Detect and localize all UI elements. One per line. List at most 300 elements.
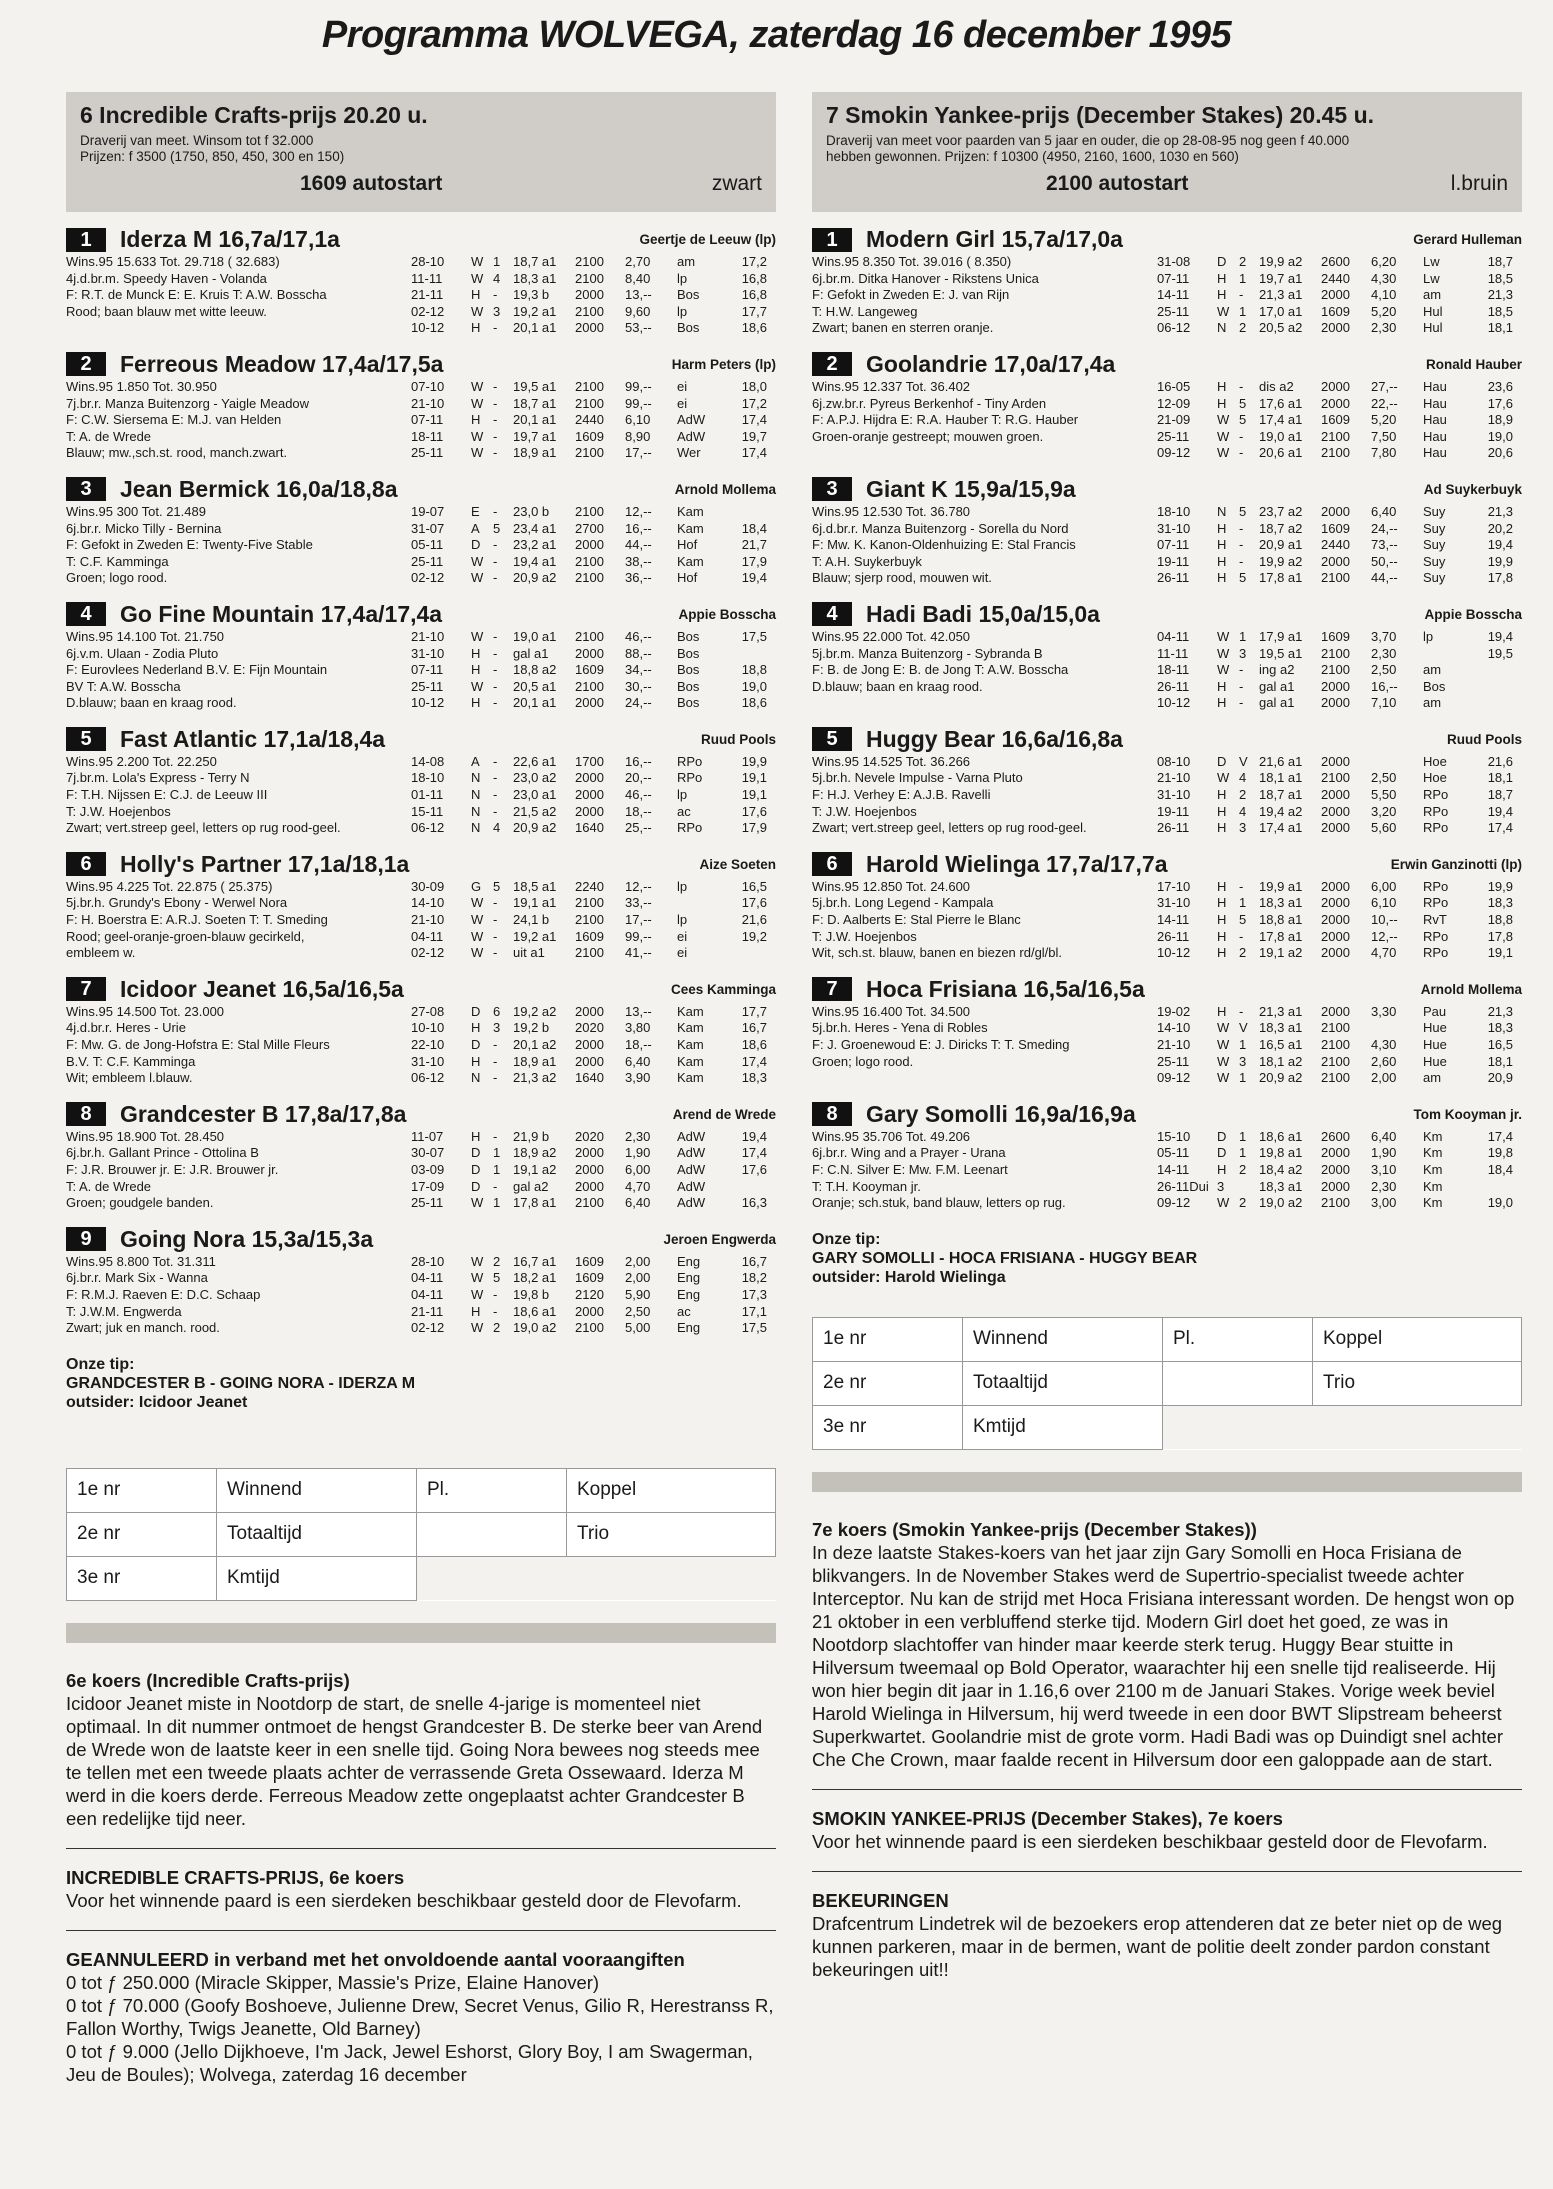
result-cell: 2700 xyxy=(575,520,604,536)
grid-empty[interactable] xyxy=(417,1512,567,1556)
horse-number: 1 xyxy=(812,228,852,252)
result-cell: Hue xyxy=(1423,1037,1447,1052)
result-row xyxy=(411,1004,776,1021)
result-cell: 28-10 xyxy=(411,254,445,269)
result-cell: lp xyxy=(677,303,688,319)
result-cell: - xyxy=(493,1286,498,1302)
horse-info xyxy=(66,1004,411,1087)
race-7-tip-label: Onze tip: xyxy=(812,1230,881,1248)
result-cell: 17,2 xyxy=(741,254,767,269)
result-row xyxy=(411,1070,776,1087)
result-cell: D xyxy=(1217,1128,1227,1144)
result-cell: 19,7 a1 xyxy=(513,428,557,444)
result-cell: D xyxy=(471,1161,481,1177)
result-cell: 2020 xyxy=(575,1128,604,1144)
grid-winnend[interactable]: Winnend xyxy=(217,1468,417,1512)
result-row xyxy=(1157,929,1522,946)
result-row xyxy=(411,554,776,571)
horse-info-line: Blauw; mw.,sch.st. rood, manch.zwart. xyxy=(66,445,288,461)
result-cell: 19,4 xyxy=(1487,803,1513,819)
result-cell: - xyxy=(1239,520,1244,536)
result-cell: W xyxy=(1217,428,1230,444)
result-cell: 20,2 xyxy=(1487,520,1513,536)
result-row xyxy=(1157,521,1522,538)
result-cell: 16,5 a1 xyxy=(1259,1037,1303,1052)
race-6-tip xyxy=(66,1355,776,1412)
result-cell: 1609 xyxy=(575,662,604,678)
result-cell: - xyxy=(493,928,498,944)
result-cell: 5,90 xyxy=(625,1286,651,1302)
horse-entry xyxy=(66,1226,776,1337)
horse-info-line: Wins.95 300 Tot. 21.489 xyxy=(66,503,206,519)
horse-info xyxy=(812,1129,1157,1212)
grid-totaaltijd[interactable]: Totaaltijd xyxy=(217,1512,417,1556)
result-cell: 21,5 a2 xyxy=(513,803,557,819)
result-row xyxy=(411,304,776,321)
result-cell: 1609 xyxy=(1321,628,1350,644)
result-cell: H xyxy=(1217,878,1227,894)
result-cell: - xyxy=(493,503,498,519)
result-cell: 17,4 xyxy=(741,1053,767,1069)
result-cell: 2000 xyxy=(1321,1003,1350,1019)
result-cell: 2 xyxy=(1239,945,1247,961)
result-cell: 27,-- xyxy=(1371,378,1398,394)
result-row xyxy=(1157,1070,1522,1087)
result-cell: 3 xyxy=(1239,645,1247,661)
horse-header xyxy=(812,726,1522,753)
result-row xyxy=(1157,895,1522,912)
result-cell: - xyxy=(1239,678,1244,694)
result-cell: 19,9 a2 xyxy=(1259,254,1303,269)
horse-name: Giant K 15,9a/15,9a xyxy=(866,475,1076,502)
result-row xyxy=(411,1270,776,1287)
horse-info-line: Groen; goudgele banden. xyxy=(66,1195,214,1211)
horse-info-line: Wins.95 2.200 Tot. 22.250 xyxy=(66,753,217,769)
result-cell: ing a2 xyxy=(1259,662,1295,678)
result-row xyxy=(1157,804,1522,821)
result-cell: - xyxy=(493,1178,498,1194)
result-cell: Suy xyxy=(1423,570,1446,586)
result-cell: 4,70 xyxy=(625,1178,651,1194)
result-row xyxy=(1157,1145,1522,1162)
result-row xyxy=(411,320,776,337)
result-cell: 02-12 xyxy=(411,1320,445,1336)
result-cell: 02-12 xyxy=(411,570,445,586)
grid-trio[interactable]: Trio xyxy=(1313,1361,1522,1405)
result-row xyxy=(1157,1179,1522,1196)
horse-number: 8 xyxy=(812,1102,852,1126)
horse-number: 3 xyxy=(66,477,106,501)
result-cell: 17,7 xyxy=(741,303,767,319)
result-cell: - xyxy=(493,1303,498,1319)
result-row xyxy=(1157,912,1522,929)
result-row xyxy=(1157,820,1522,837)
horse-info-line: Wins.95 35.706 Tot. 49.206 xyxy=(812,1128,971,1144)
result-cell: 02-12 xyxy=(411,303,445,319)
result-cell: 2100 xyxy=(1321,1070,1350,1086)
result-cell: 20,5 a2 xyxy=(1259,320,1303,336)
result-cell: 2000 xyxy=(1321,820,1350,836)
result-cell: 17-10 xyxy=(1157,878,1191,894)
result-cell: W xyxy=(1217,628,1230,644)
result-cell: Hue xyxy=(1423,1053,1447,1069)
result-cell: 19,4 a2 xyxy=(1259,803,1303,819)
result-cell: W xyxy=(1217,662,1230,678)
horse-results xyxy=(1157,504,1522,587)
result-cell: - xyxy=(1239,662,1244,678)
result-cell: 2000 xyxy=(1321,503,1350,519)
result-cell: Hau xyxy=(1423,412,1447,428)
result-row xyxy=(1157,695,1522,712)
race-6-distance: 1609 autostart xyxy=(300,172,443,195)
divider xyxy=(66,1930,776,1931)
grid-2e-nr[interactable]: 2e nr xyxy=(67,1512,217,1556)
result-cell: 1609 xyxy=(575,1253,604,1269)
result-cell: 1609 xyxy=(575,928,604,944)
result-cell: RPo xyxy=(1423,820,1449,836)
result-cell: 19,0 xyxy=(1487,1195,1513,1211)
result-row xyxy=(1157,379,1522,396)
result-row xyxy=(1157,320,1522,337)
result-cell: 17,6 a1 xyxy=(1259,395,1303,411)
result-cell: 16,-- xyxy=(625,520,652,536)
horse-info-line: F: B. de Jong E: B. de Jong T: A.W. Bosscha xyxy=(812,662,1069,678)
horse-info-line: T: J.W. Hoejenbos xyxy=(66,803,171,819)
result-cell: gal a2 xyxy=(513,1178,549,1194)
result-cell: 18-11 xyxy=(1157,662,1190,678)
result-cell: Hoe xyxy=(1423,770,1447,786)
grid-kmtijd[interactable]: Kmtijd xyxy=(963,1405,1163,1449)
horse-info-line: Wins.95 12.337 Tot. 36.402 xyxy=(812,378,971,394)
horse-info-line: B.V. T: C.F. Kamminga xyxy=(66,1053,196,1069)
result-cell: Kam xyxy=(677,553,704,569)
result-row xyxy=(411,1162,776,1179)
result-cell: D xyxy=(471,1145,481,1161)
grid-2e-nr[interactable]: 2e nr xyxy=(813,1361,963,1405)
result-cell: 06-12 xyxy=(411,1070,445,1086)
result-cell: 04-11 xyxy=(1157,628,1190,644)
result-cell: W xyxy=(471,945,484,961)
result-cell: 12,-- xyxy=(1371,928,1398,944)
result-cell: ei xyxy=(677,928,688,944)
result-cell: Hue xyxy=(1423,1020,1447,1036)
grid-pl[interactable]: Pl. xyxy=(417,1468,567,1512)
result-cell: H xyxy=(1217,553,1227,569)
result-row xyxy=(1157,1162,1522,1179)
horse-info-line: 4j.d.br.m. Speedy Haven - Volanda xyxy=(66,270,267,286)
result-row xyxy=(1157,271,1522,288)
result-cell: Eng xyxy=(677,1270,701,1286)
result-cell: 18,1 xyxy=(1487,320,1513,336)
result-cell: 19,2 a1 xyxy=(513,928,557,944)
result-cell: 2000 xyxy=(575,770,604,786)
result-cell: 5 xyxy=(493,1270,501,1286)
horse-name: Going Nora 15,3a/15,3a xyxy=(120,1225,374,1252)
result-cell: 18,3 xyxy=(741,1070,767,1086)
horse-info-line: Rood; baan blauw met witte leeuw. xyxy=(66,303,267,319)
result-cell: 2000 xyxy=(1321,678,1350,694)
result-cell: 2600 xyxy=(1321,1128,1350,1144)
result-cell: H xyxy=(1217,945,1227,961)
result-cell: 1640 xyxy=(575,1070,604,1086)
result-cell xyxy=(1371,1020,1423,1037)
result-cell: 25-11 xyxy=(411,678,444,694)
result-cell: 2100 xyxy=(1321,645,1350,661)
result-cell: 20,9 a2 xyxy=(1259,1070,1303,1086)
horse-info-line: 5j.br.h. Nevele Impulse - Varna Pluto xyxy=(812,770,1023,786)
result-cell: 26-11 xyxy=(1157,928,1190,944)
result-cell: gal a1 xyxy=(513,645,549,661)
result-cell: W xyxy=(471,1270,484,1286)
result-cell: 17,6 xyxy=(741,895,767,911)
horse-info-line: Groen-oranje gestreept; mouwen groen. xyxy=(812,428,1044,444)
race-6-color: zwart xyxy=(711,172,762,195)
result-cell: 15-11 xyxy=(411,803,444,819)
result-cell: 19,2 a2 xyxy=(513,1003,557,1019)
horse-header xyxy=(66,726,776,753)
result-row xyxy=(411,1145,776,1162)
result-cell: Suy xyxy=(1423,553,1446,569)
horse-info-line: F: Gefokt in Zweden E: Twenty-Five Stable xyxy=(66,537,313,553)
horse-info-line: BV T: A.W. Bosscha xyxy=(66,678,181,694)
result-cell: 19-11 xyxy=(1157,803,1190,819)
horse-name: Iderza M 16,7a/17,1a xyxy=(120,226,340,252)
result-cell: 2100 xyxy=(575,1320,604,1336)
result-cell: - xyxy=(493,695,498,711)
result-cell: 16,-- xyxy=(1371,678,1398,694)
result-cell: 2000 xyxy=(1321,1178,1350,1194)
result-cell: 25-11 xyxy=(1157,428,1190,444)
result-cell: 17,9 a1 xyxy=(1259,628,1303,644)
grid-empty[interactable] xyxy=(1163,1361,1313,1405)
result-cell: Bos xyxy=(677,645,700,661)
result-cell: 16,5 xyxy=(741,878,767,894)
horse-info-line: F: Eurovlees Nederland B.V. E: Fijn Mountain xyxy=(66,662,328,678)
result-cell: Kam xyxy=(677,1037,704,1052)
grid-pl[interactable]: Pl. xyxy=(1163,1317,1313,1361)
result-cell: 21-11 xyxy=(411,1303,444,1319)
grid-empty xyxy=(567,1556,776,1600)
result-cell: W xyxy=(471,1253,484,1269)
result-cell: 2100 xyxy=(1321,1037,1350,1052)
grid-3e-nr[interactable]: 3e nr xyxy=(67,1556,217,1600)
result-cell: 18,7 xyxy=(1487,787,1513,803)
result-cell: lp xyxy=(677,270,688,286)
result-cell: 19,4 xyxy=(741,570,767,586)
result-cell: W xyxy=(471,912,484,928)
result-cell: 18,-- xyxy=(625,1037,652,1052)
result-cell: 03-09 xyxy=(411,1161,445,1177)
result-cell: 5 xyxy=(1239,395,1247,411)
result-row xyxy=(1157,1129,1522,1146)
result-cell: 17,8 a1 xyxy=(513,1195,557,1211)
result-cell: 16,8 xyxy=(741,287,767,303)
horse-info xyxy=(66,879,411,962)
result-cell: 17-09 xyxy=(411,1178,445,1194)
horse-name: Ferreous Meadow 17,4a/17,5a xyxy=(120,350,444,377)
result-cell: 19,2 xyxy=(741,928,767,944)
horse-name: Goolandrie 17,0a/17,4a xyxy=(866,350,1116,377)
result-cell xyxy=(1371,754,1423,771)
result-cell: 5,00 xyxy=(625,1320,651,1336)
result-cell: 36,-- xyxy=(625,570,652,586)
result-cell: V xyxy=(1239,753,1248,769)
result-cell: Kam xyxy=(677,1003,704,1019)
result-cell: 21,3 xyxy=(1487,1003,1513,1019)
result-cell: W xyxy=(1217,770,1230,786)
result-cell: 1 xyxy=(1239,895,1247,911)
horse-number: 7 xyxy=(66,977,106,1001)
result-row xyxy=(1157,445,1522,462)
result-cell: 19,4 xyxy=(1487,537,1513,553)
result-cell: 16,8 xyxy=(741,270,767,286)
grid-totaaltijd[interactable]: Totaaltijd xyxy=(963,1361,1163,1405)
result-cell: 9,60 xyxy=(625,303,651,319)
horse-number: 6 xyxy=(812,852,852,876)
result-cell: 21,6 a1 xyxy=(1259,753,1303,769)
horse-info-line: T: H.W. Langeweg xyxy=(812,303,918,319)
result-cell: Wer xyxy=(677,445,701,461)
result-cell: 21,3 a2 xyxy=(513,1070,557,1086)
grid-1e-nr[interactable]: 1e nr xyxy=(67,1468,217,1512)
result-cell: 6 xyxy=(493,1003,501,1019)
result-cell: 4 xyxy=(1239,770,1247,786)
grid-kmtijd[interactable]: Kmtijd xyxy=(217,1556,417,1600)
result-cell: Pau xyxy=(1423,1003,1447,1019)
result-cell: Lw xyxy=(1423,254,1440,269)
result-cell: Kam xyxy=(677,1053,704,1069)
horse-driver: Ronald Hauber xyxy=(1425,356,1522,372)
result-cell: 19,2 b xyxy=(513,1020,550,1036)
result-cell: 17,5 xyxy=(741,1320,767,1336)
result-cell: 20,1 a1 xyxy=(513,695,557,711)
grid-3e-nr[interactable]: 3e nr xyxy=(813,1405,963,1449)
result-cell: W xyxy=(471,378,484,394)
result-row xyxy=(1157,1037,1522,1054)
horse-name: Grandcester B 17,8a/17,8a xyxy=(120,1100,407,1127)
result-cell xyxy=(1239,1179,1259,1196)
grid-trio[interactable]: Trio xyxy=(567,1512,776,1556)
result-cell: 18,1 a2 xyxy=(1259,1053,1303,1069)
result-cell: 2,30 xyxy=(1371,1178,1397,1194)
result-cell: 2,50 xyxy=(1371,770,1397,786)
result-cell: Bos xyxy=(677,678,700,694)
horse-number: 7 xyxy=(812,977,852,1001)
result-cell: 2100 xyxy=(575,678,604,694)
horse-name: Huggy Bear 16,6a/16,8a xyxy=(866,725,1123,752)
result-row xyxy=(411,412,776,429)
horse-info-line: embleem w. xyxy=(66,945,136,961)
result-cell: 1,90 xyxy=(1371,1145,1397,1161)
result-cell: - xyxy=(1239,428,1244,444)
result-row xyxy=(411,770,776,787)
grid-koppel[interactable]: Koppel xyxy=(567,1468,776,1512)
horse-info xyxy=(66,504,411,587)
result-row xyxy=(1157,554,1522,571)
result-cell: 31-10 xyxy=(411,645,445,661)
horse-info-line: T: J.W. Hoejenbos xyxy=(812,928,917,944)
result-cell: gal a1 xyxy=(1259,695,1295,711)
grid-koppel[interactable]: Koppel xyxy=(1313,1317,1522,1361)
horse-info-line: 6j.br.r. Wing and a Prayer - Urana xyxy=(812,1145,1006,1161)
result-cell xyxy=(1473,695,1513,712)
result-cell: - xyxy=(493,645,498,661)
result-cell: N xyxy=(471,820,481,836)
result-cell: 11-11 xyxy=(411,270,443,286)
grid-1e-nr[interactable]: 1e nr xyxy=(813,1317,963,1361)
result-cell: H xyxy=(1217,1161,1227,1177)
result-row xyxy=(411,646,776,663)
result-cell: 19-11 xyxy=(1157,553,1190,569)
result-cell: 18,8 a2 xyxy=(513,662,557,678)
horse-info-line: Rood; geel-oranje-groen-blauw gecirkeld, xyxy=(66,928,305,944)
result-row xyxy=(1157,754,1522,771)
result-cell: 28-10 xyxy=(411,1253,445,1269)
result-cell: RPo xyxy=(1423,895,1449,911)
result-cell: 44,-- xyxy=(1371,570,1398,586)
horse-header xyxy=(812,601,1522,628)
result-cell: 6,40 xyxy=(1371,1128,1397,1144)
shaded-divider xyxy=(812,1472,1522,1492)
result-cell: 17,4 a1 xyxy=(1259,820,1303,836)
result-cell: V xyxy=(1239,1020,1248,1036)
result-cell: 16,-- xyxy=(625,753,652,769)
result-cell: 17,8 xyxy=(1487,570,1513,586)
result-cell: 17,4 xyxy=(1487,1128,1513,1144)
result-cell: H xyxy=(1217,895,1227,911)
horse-results xyxy=(411,754,776,837)
horse-entry xyxy=(812,351,1522,462)
result-cell: 1 xyxy=(1239,1128,1247,1144)
result-cell: 19-02 xyxy=(1157,1003,1191,1019)
result-cell: D xyxy=(1217,753,1227,769)
horse-driver: Erwin Ganzinotti (lp) xyxy=(1390,856,1522,872)
result-cell: 2100 xyxy=(575,912,604,928)
result-cell: AdW xyxy=(677,1161,706,1177)
horse-name: Harold Wielinga 17,7a/17,7a xyxy=(866,850,1168,877)
result-cell: E xyxy=(471,503,480,519)
horse-info-line: Wit, sch.st. blauw, banen en biezen rd/gl/bl. xyxy=(812,945,1063,961)
result-cell: D xyxy=(1217,1145,1227,1161)
result-cell: 3,70 xyxy=(1371,628,1397,644)
horse-driver: Aize Soeten xyxy=(699,856,776,872)
horse-number: 5 xyxy=(812,727,852,751)
result-cell: 19,0 xyxy=(741,678,767,694)
result-cell: 6,40 xyxy=(625,1195,651,1211)
result-cell: 10-12 xyxy=(411,320,445,336)
grid-winnend[interactable]: Winnend xyxy=(963,1317,1163,1361)
horse-entry xyxy=(66,851,776,962)
race-6-prize-body: Voor het winnende paard is een sierdeken beschikbaar gesteld door de Flevofarm. xyxy=(66,1889,742,1911)
result-cell: ei xyxy=(677,395,688,411)
result-cell: 19,4 xyxy=(741,1128,767,1144)
result-cell xyxy=(727,945,767,962)
result-cell: 19,9 a2 xyxy=(1259,553,1303,569)
result-cell: 1 xyxy=(493,1145,501,1161)
result-cell: 07-11 xyxy=(411,412,444,428)
result-cell: 25-11 xyxy=(411,445,444,461)
result-cell: W xyxy=(471,678,484,694)
result-cell: - xyxy=(493,320,498,336)
result-cell: H xyxy=(471,645,481,661)
result-cell: 19,1 xyxy=(1487,945,1513,961)
horse-driver: Appie Bosscha xyxy=(678,606,776,622)
result-cell: 2 xyxy=(493,1253,501,1269)
result-cell: AdW xyxy=(677,1178,706,1194)
result-cell: 2100 xyxy=(1321,428,1350,444)
result-cell: 2100 xyxy=(575,895,604,911)
result-cell xyxy=(727,646,767,663)
